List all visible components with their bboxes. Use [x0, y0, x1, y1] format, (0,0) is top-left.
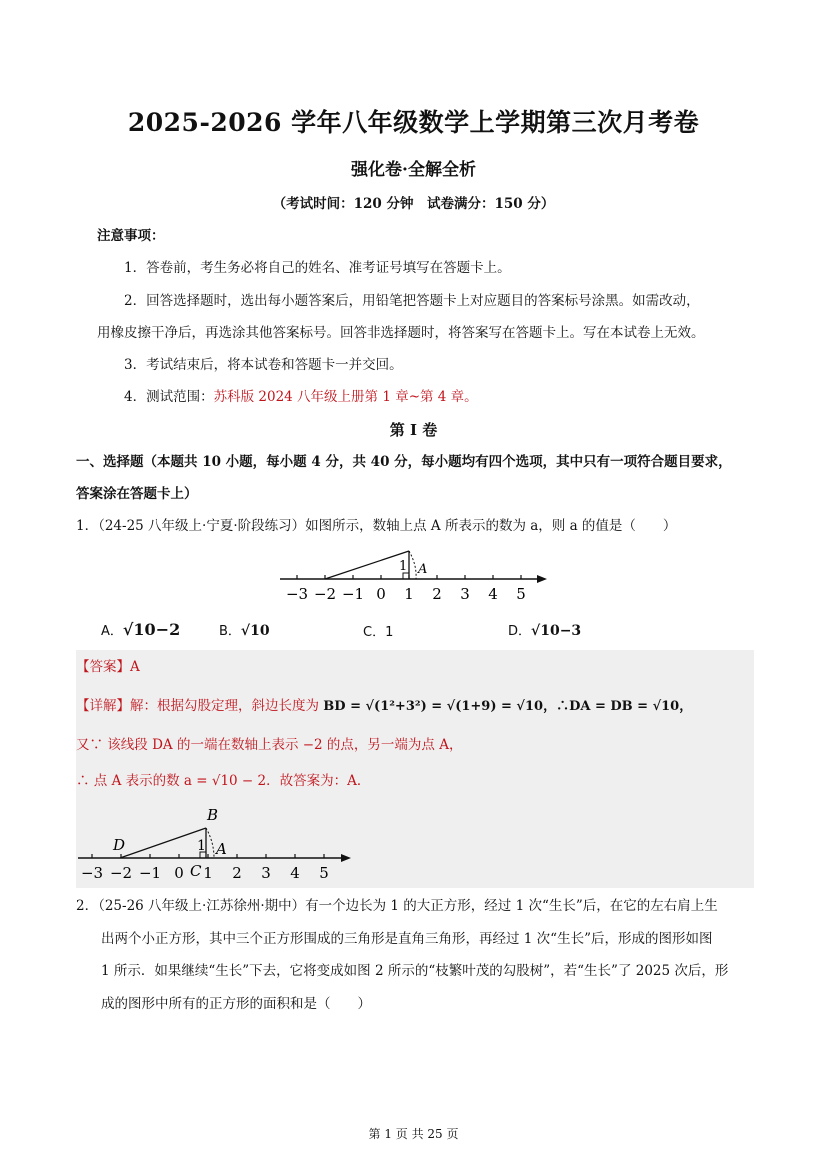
q1-tick-label-1: −2	[313, 585, 337, 603]
q2-line-2: 出两个小正方形，其中三个正方形围成的三角形是直角三角形，再经过 1 次“生长”后，形成的图形如图	[101, 931, 713, 947]
q1-point-a-label: A	[418, 562, 428, 577]
q1-detail-tick-label-5: 2	[232, 864, 242, 882]
q1-arc	[409, 551, 416, 579]
q1-detail-tick-label-2: −1	[138, 864, 162, 882]
q1-option-b[interactable]	[219, 620, 270, 639]
q2-line-1: 2．（25-26 八年级上·江苏徐州·期中）有一个边长为 1 的大正方形，经过 1 次“生长”后，在它的左右肩上生	[76, 898, 718, 914]
q1-detail-line-1	[76, 696, 692, 717]
q1-detail-label-d: D	[113, 836, 126, 854]
q1-detail-axis-arrow	[341, 854, 351, 862]
q1-tick-label-7: 4	[488, 585, 498, 603]
q1-tick-label-2: −1	[341, 585, 365, 603]
q1-detail-label-c: C	[190, 862, 202, 880]
q1-option-d[interactable]	[508, 620, 581, 639]
q1-detail-label-a: A	[216, 840, 227, 858]
notice-item-4-scope: 苏科版 2024 八年级上册第 1 章~第 4 章。	[213, 389, 478, 405]
q1-height-label: 1	[399, 559, 408, 574]
q1-detail-tick-label-4: 1	[203, 864, 213, 882]
q1-hypotenuse	[325, 551, 409, 579]
volume-heading: 第 I 卷	[389, 421, 438, 439]
notice-heading: 注意事项：	[97, 228, 165, 244]
q1-option-b-value: √10	[240, 623, 270, 639]
q1-detail-tag: 【详解】	[76, 698, 130, 714]
q1-tick-label-8: 5	[516, 585, 526, 603]
q1-detail-arc	[206, 828, 214, 858]
page-footer: 第 1 页 共 25 页	[368, 1127, 459, 1141]
q1-answer-value: A	[130, 659, 140, 675]
q1-detail-line-2: 又∵ 该线段 DA 的一端在数轴上表示 −2 的点，另一端为点 A，	[76, 737, 463, 753]
q1-option-c-value: 1	[385, 625, 394, 640]
section-heading-line-2: 答案涂在答题卡上）	[76, 486, 198, 502]
q1-tick-label-6: 3	[460, 585, 470, 603]
page-title: 2025-2026 学年八年级数学上学期第三次月考卷	[127, 108, 700, 137]
notice-item-2-line-2: 用橡皮擦干净后，再选涂其他答案标号。回答非选择题时，将答案写在答题卡上。写在本试卷上无效。	[97, 325, 705, 341]
q1-option-d-letter: D．	[508, 624, 532, 639]
q1-detail-line-1-math: BD = √(1²+3²) = √(1+9) = √10，∴DA = DB = √10，	[323, 699, 693, 714]
exam-info: （考试时间：120 分钟 试卷满分：150 分）	[272, 196, 555, 212]
q1-detail-tick-label-6: 3	[261, 864, 271, 882]
notice-item-2-line-1: 2．回答选择题时，选出每小题答案后，用铅笔把答题卡上对应题目的答案标号涂黑。如需改动，	[124, 293, 700, 309]
q1-option-a-value: √10−2	[122, 620, 181, 639]
q1-number-line-figure	[275, 540, 555, 605]
q1-axis-arrow	[537, 575, 547, 583]
notice-item-4-prefix: 4．测试范围：	[124, 389, 214, 405]
q1-option-c[interactable]	[363, 621, 393, 640]
notice-item-1: 1．答卷前，考生务必将自己的姓名、准考证号填写在答题卡上。	[124, 260, 511, 276]
q1-tick-label-0: −3	[285, 585, 309, 603]
q1-answer-tag: 【答案】	[76, 659, 130, 675]
q1-detail-label-one: 1	[197, 838, 206, 854]
q1-detail-line-1-text: 解：根据勾股定理，斜边长度为	[130, 698, 319, 714]
q1-tick-label-3: 0	[376, 585, 386, 603]
q1-option-b-letter: B．	[219, 624, 241, 639]
q1-detail-tick-label-1: −2	[109, 864, 133, 882]
q1-detail-tick-label-3: 0	[174, 864, 184, 882]
q1-tick-label-4: 1	[404, 585, 414, 603]
q1-option-a[interactable]	[101, 620, 180, 639]
q2-line-3: 1 所示．如果继续“生长”下去，它将变成如图 2 所示的“枝繁叶茂的勾股树”，若“生长”了 2025 次后，形	[101, 963, 729, 979]
q1-detail-label-b: B	[207, 806, 219, 824]
q1-option-c-letter: C．	[363, 625, 386, 640]
q1-option-d-value: √10−3	[531, 623, 582, 639]
q1-detail-tick-label-7: 4	[290, 864, 300, 882]
q1-stem: 1．（24-25 八年级上·宁夏·阶段练习）如图所示，数轴上点 A 所表示的数为 a，则 a 的值是（ ）	[76, 518, 677, 534]
q1-detail-hypotenuse	[120, 828, 206, 858]
q1-option-a-letter: A．	[101, 624, 123, 639]
page-subtitle: 强化卷·全解全析	[351, 160, 476, 180]
section-heading-line-1: 一、选择题（本题共 10 小题，每小题 4 分，共 40 分，每小题均有四个选项，其中只有一项符合题目要求，	[76, 454, 732, 470]
notice-item-4	[124, 387, 478, 407]
q1-detail-tick-label-8: 5	[319, 864, 329, 882]
q1-detail-tick-label-0: −3	[80, 864, 104, 882]
q1-tick-label-5: 2	[432, 585, 442, 603]
q1-detail-figure	[76, 802, 366, 884]
q1-answer	[76, 657, 140, 677]
q2-line-4: 成的图形中所有的正方形的面积和是（ ）	[101, 996, 371, 1012]
q1-detail-line-3: ∴ 点 A 表示的数 a = √10 − 2．故答案为：A．	[76, 773, 371, 789]
notice-item-3: 3．考试结束后，将本试卷和答题卡一并交回。	[124, 357, 403, 373]
